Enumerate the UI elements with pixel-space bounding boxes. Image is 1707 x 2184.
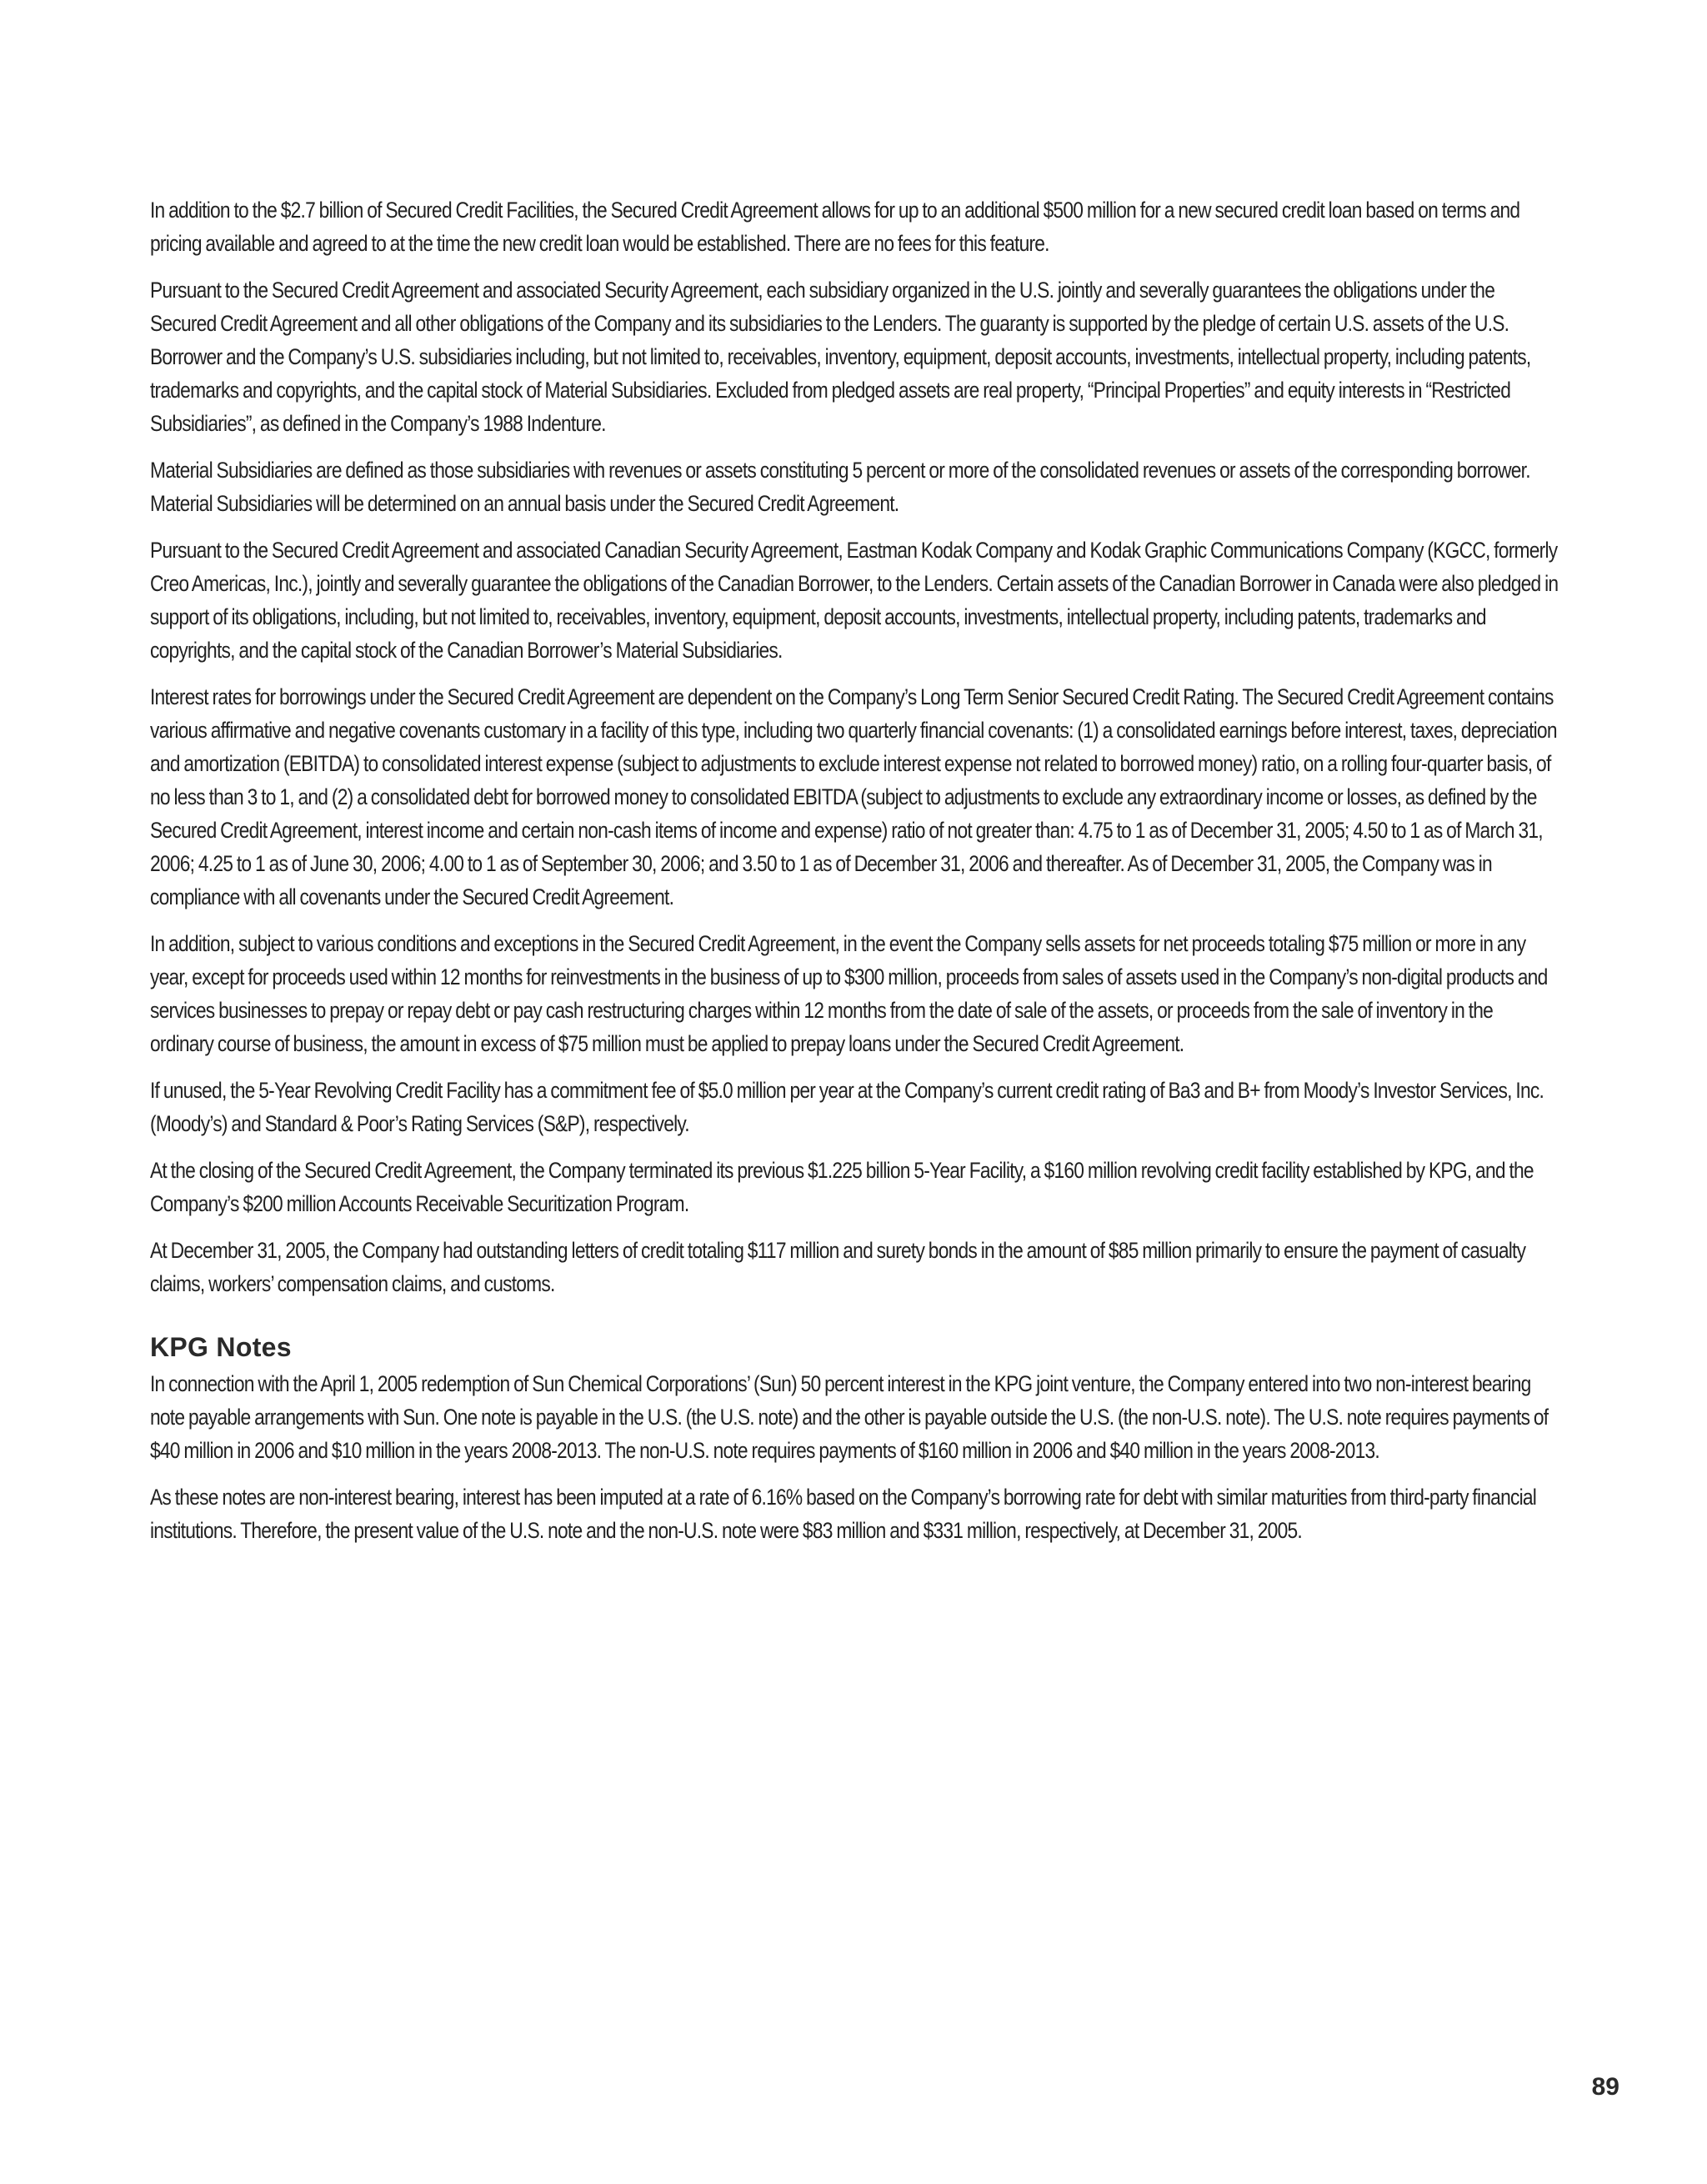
body-paragraph: Interest rates for borrowings under the Secured Credit Agreement are dependent on the Company’s Long Term Senior Secured Credit Rating. The Secured Credit Agreement contains various affirmative and negative covenants customary in a facility of this type, including two quarterly financial covenants: (1) a consolidated earnings before interest, taxes, depreciation and amortization (EBITDA) to consolidated interest expense (subject to adjustments to exclude interest expense not related to borrowed money) ratio, on a rolling four-quarter basis, of no less than 3 to 1, and (2) a consolidated debt for borrowed money to consolidated EBITDA (subject to adjustments to exclude any extraordinary income or losses, as defined by the Secured Credit Agreement, interest income and certain non-cash items of income and expense) ratio of not greater than: 4.75 to 1 as of December 31, 2005; 4.50 to 1 as of March 31, 2006; 4.25 to 1 as of June 30, 2006; 4.00 to 1 as of September 30, 2006; and 3.50 to 1 as of December 31, 2006 and thereafter. As of December 31, 2005, the Company was in compliance with all covenants under the Secured Credit Agreement. [150,684,1557,909]
section-heading-kpg-notes: KPG Notes [150,1332,292,1362]
body-paragraph: If unused, the 5-Year Revolving Credit Facility has a commitment fee of $5.0 million per year at the Company’s current credit rating of Ba3 and B+ from Moody’s Investor Services, Inc. (Moody’s) and Standard & Poor’s Rating Services (S&P), respectively. [150,1078,1544,1136]
body-paragraph: Pursuant to the Secured Credit Agreement and associated Security Agreement, each subsidiary organized in the U.S. jointly and severally guarantees the obligations under the Secured Credit Agreement and all other obligations of the Company and its subsidiaries to the Lenders. The guaranty is supported by the pledge of certain U.S. assets of the U.S. Borrower and the Company’s U.S. subsidiaries including, but not limited to, receivables, inventory, equipment, deposit accounts, investments, intellectual property, including patents, trademarks and copyrights, and the capital stock of Material Subsidiaries. Excluded from pledged assets are real property, “Principal Properties” and equity interests in “Restricted Subsidiaries”, as defined in the Company’s 1988 Indenture. [150,278,1531,436]
page-number: 89 [1591,2073,1619,2101]
page-content [150,193,1559,1560]
body-paragraph: In addition to the $2.7 billion of Secured Credit Facilities, the Secured Credit Agreement allows for up to an additional $500 million for a new secured credit loan based on terms and pricing available and agreed to at the time the new credit loan would be established. There are no fees for this feature. [150,198,1520,256]
body-paragraph: At December 31, 2005, the Company had outstanding letters of credit totaling $117 million and surety bonds in the amount of $85 million primarily to ensure the payment of casualty claims, workers’ compensation claims, and customs. [150,1238,1526,1296]
body-paragraph: In addition, subject to various conditions and exceptions in the Secured Credit Agreement, in the event the Company sells assets for net proceeds totaling $75 million or more in any year, except for proceeds used within 12 months for reinvestments in the business of up to $300 million, proceeds from sales of assets used in the Company’s non-digital products and services businesses to prepay or repay debt or pay cash restructuring charges within 12 months from the date of sale of the assets, or proceeds from the sale of inventory in the ordinary course of business, the amount in excess of $75 million must be applied to prepay loans under the Secured Credit Agreement. [150,931,1548,1056]
body-paragraph: At the closing of the Secured Credit Agreement, the Company terminated its previous $1.225 billion 5-Year Facility, a $160 million revolving credit facility established by KPG, and the Company’s $200 million Accounts Receivable Securitization Program. [150,1158,1534,1216]
kpg-paragraph: As these notes are non-interest bearing, interest has been imputed at a rate of 6.16% based on the Company’s borrowing rate for debt with similar maturities from third-party financial institutions. Therefore, the present value of the U.S. note and the non-U.S. note were $83 million and $331 million, respectively, at December 31, 2005. [150,1485,1537,1543]
body-paragraph: Pursuant to the Secured Credit Agreement and associated Canadian Security Agreement, Eastman Kodak Company and Kodak Graphic Communications Company (KGCC, formerly Creo Americas, Inc.), jointly and severally guarantee the obligations of the Canadian Borrower, to the Lenders. Certain assets of the Canadian Borrower in Canada were also pledged in support of its obligations, including, but not limited to, receivables, inventory, equipment, deposit accounts, investments, intellectual property, including patents, trademarks and copyrights, and the capital stock of the Canadian Borrower’s Material Subsidiaries. [150,538,1559,663]
body-paragraph: Material Subsidiaries are defined as those subsidiaries with revenues or assets constituting 5 percent or more of the consolidated revenues or assets of the corresponding borrower. Material Subsidiaries will be determined on an annual basis under the Secured Credit Agreement. [150,458,1530,516]
kpg-paragraph: In connection with the April 1, 2005 redemption of Sun Chemical Corporations’ (Sun) 50 percent interest in the KPG joint venture, the Company entered into two non-interest bearing note payable arrangements with Sun. One note is payable in the U.S. (the U.S. note) and the other is payable outside the U.S. (the non-U.S. note). The U.S. note requires payments of $40 million in 2006 and $10 million in the years 2008-2013. The non-U.S. note requires payments of $160 million in 2006 and $40 million in the years 2008-2013. [150,1371,1549,1463]
